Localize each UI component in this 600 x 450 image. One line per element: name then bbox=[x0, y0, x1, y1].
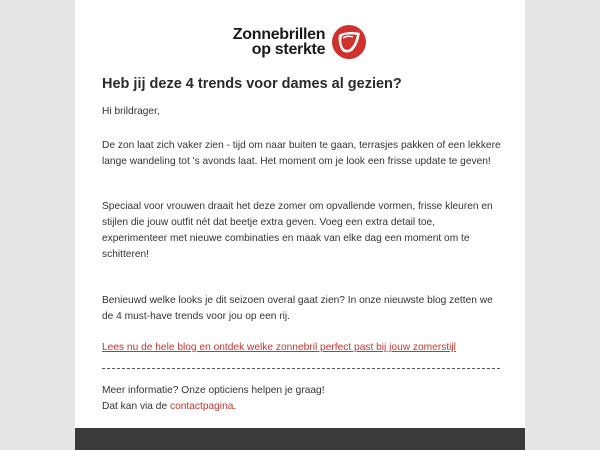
logo-wordmark bbox=[233, 27, 325, 57]
contact-page-link[interactable]: contactpagina bbox=[169, 401, 234, 412]
dashed-divider bbox=[102, 368, 500, 369]
read-blog-link[interactable]: Lees nu de hele blog en ontdek welke zonnebril perfect past bij jouw zomerstijl bbox=[102, 342, 456, 353]
info-text bbox=[102, 383, 502, 415]
greeting-text: Hi brildrager, bbox=[102, 106, 160, 117]
logo-line-2: op sterkte bbox=[251, 41, 326, 58]
paragraph-1: De zon laat zich vaker zien - tijd om naar buiten te gaan, terrasjes pakken of een lekkere lange wandeling tot 's avonds laat. Het moment om je look een frisse update te geven! bbox=[102, 140, 501, 167]
info-line-1: Meer informatie? Onze opticiens helpen je graag! bbox=[102, 385, 325, 396]
logo-line-1: Zonnebrillen bbox=[232, 26, 326, 43]
email-body bbox=[75, 0, 525, 450]
info-line-2-prefix: Dat kan via de bbox=[102, 401, 170, 412]
info-line-2-suffix: . bbox=[233, 401, 237, 412]
email-footer bbox=[75, 428, 525, 450]
brand-logo[interactable] bbox=[75, 22, 525, 62]
paragraph-2: Speciaal voor vrouwen draait het deze zomer om opvallende vormen, frisse kleuren en stijlen die jouw outfit nét dat beetje extra geven. Voeg een extra detail toe, experimenteer met nieuwe combinaties en maak van elke dag een moment om te schitteren! bbox=[102, 201, 493, 260]
sunglasses-logo-icon bbox=[331, 24, 367, 60]
paragraph-3: Benieuwd welke looks je dit seizoen overal gaat zien? In onze nieuwste blog zetten we de 4 must-have trends voor jou op een rij. bbox=[102, 295, 493, 322]
email-headline: Heb jij deze 4 trends voor dames al gezien? bbox=[102, 76, 402, 92]
